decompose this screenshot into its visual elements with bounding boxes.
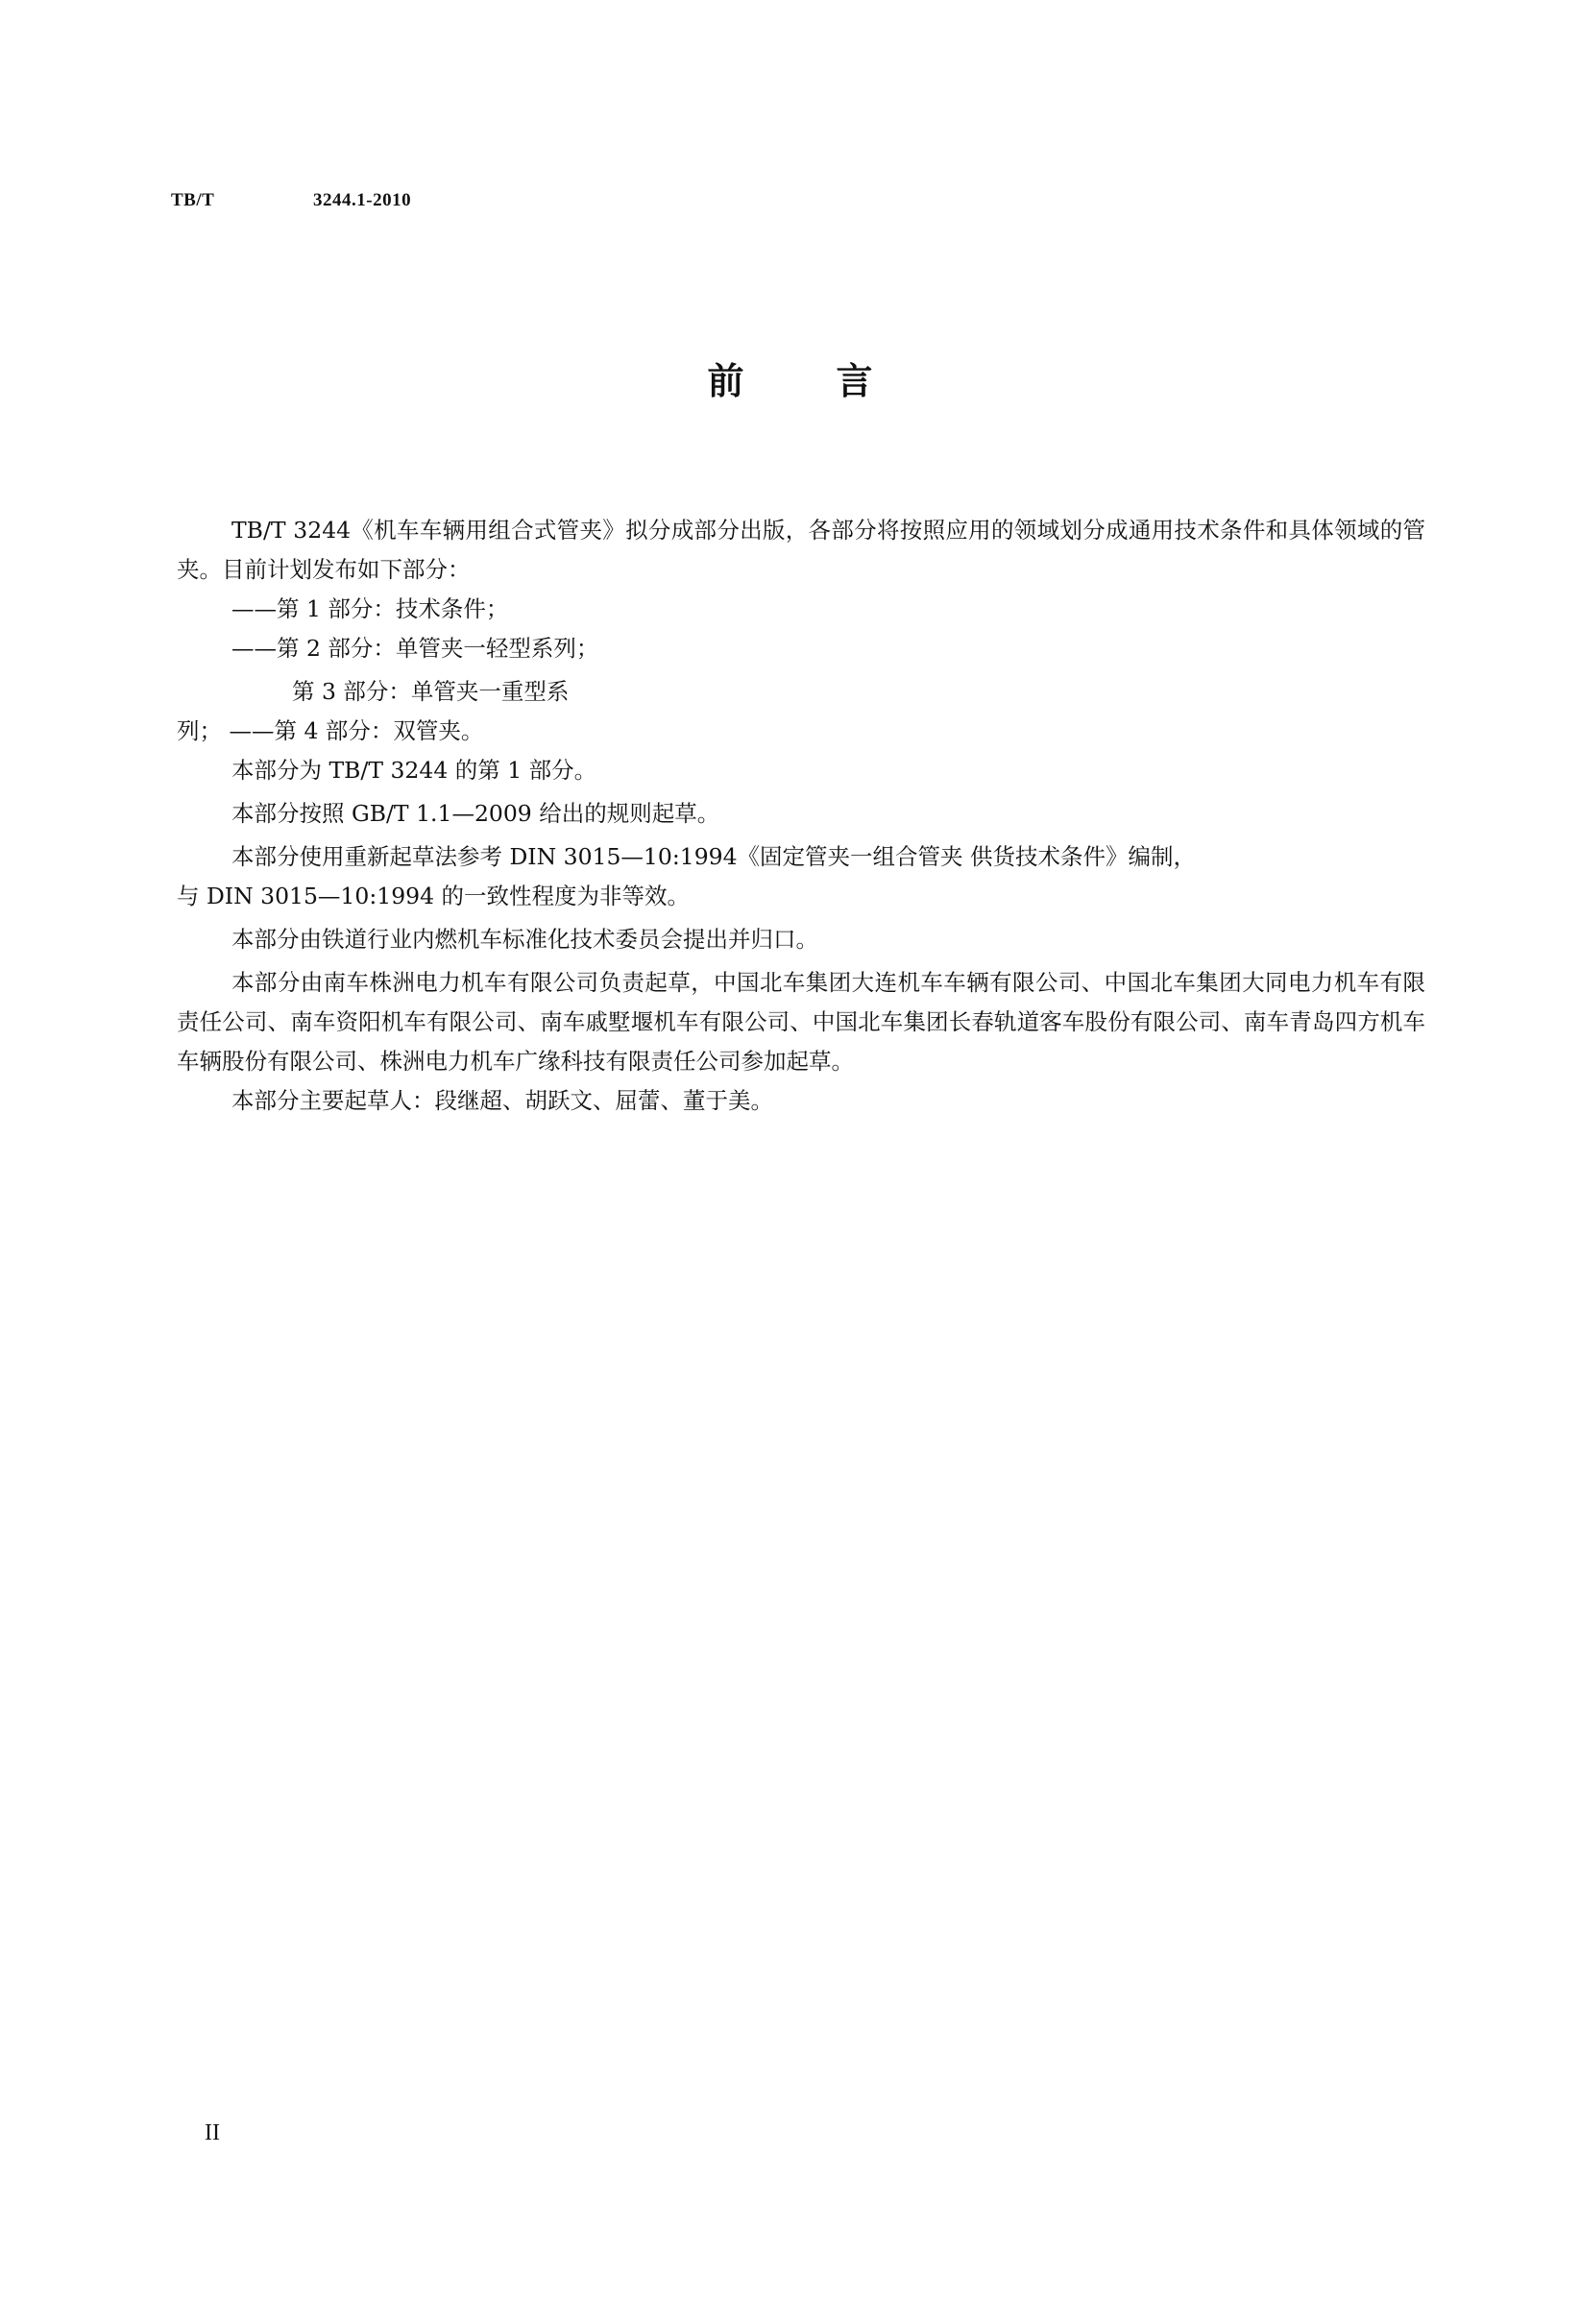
list-item-part-2: ——第 2 部分：单管夹一轻型系列； — [231, 635, 599, 662]
foreword-body — [177, 511, 1425, 1121]
page-title — [0, 357, 1580, 405]
standard-code: TB/T — [171, 190, 215, 210]
title-char-2: 言 — [836, 360, 873, 402]
paragraph-drafters: 本部分主要起草人：段继超、胡跃文、屈蕾、董于美。 — [231, 1087, 773, 1114]
standard-header — [171, 190, 411, 211]
paragraph-committee: 本部分由铁道行业内燃机车标准化技术委员会提出并归口。 — [231, 926, 818, 953]
list-item-part-3-continued: 列； ——第 4 部分：双管夹。 — [177, 717, 484, 744]
paragraph-part-statement: 本部分为 TB/T 3244 的第 1 部分。 — [231, 757, 597, 784]
page-number: II — [205, 2120, 220, 2145]
paragraph-drafting-organizations: 本部分由南车株洲电力机车有限公司负责起草，中国北车集团大连机车车辆有限公司、中国北车集团大同电力机车有限责任公司、南车资阳机车有限公司、南车戚墅堰机车有限公司、中国北车集团长春轨道客车股份有限公司、南车青岛四方机车车辆股份有限公司、株洲电力机车广缘科技有限责任公司参加起草。 — [177, 969, 1425, 1075]
standard-number: 3244.1-2010 — [313, 190, 412, 210]
list-item-part-1: ——第 1 部分：技术条件； — [231, 595, 509, 622]
paragraph-drafting-rules: 本部分按照 GB/T 1.1—2009 给出的规则起草。 — [231, 800, 720, 827]
list-item-part-3: 第 3 部分：单管夹一重型系 — [292, 678, 570, 705]
paragraph-reference-line-1: 本部分使用重新起草法参考 DIN 3015—10:1994《固定管夹一组合管夹 供货技术条件》编制， — [231, 843, 1197, 870]
paragraph-reference-line-2: 与 DIN 3015—10:1994 的一致性程度为非等效。 — [177, 883, 691, 909]
paragraph-intro: TB/T 3244《机车车辆用组合式管夹》拟分成部分出版，各部分将按照应用的领域划分成通用技术条件和具体领域的管夹。目前计划发布如下部分： — [177, 517, 1425, 583]
title-char-1: 前 — [707, 360, 744, 402]
